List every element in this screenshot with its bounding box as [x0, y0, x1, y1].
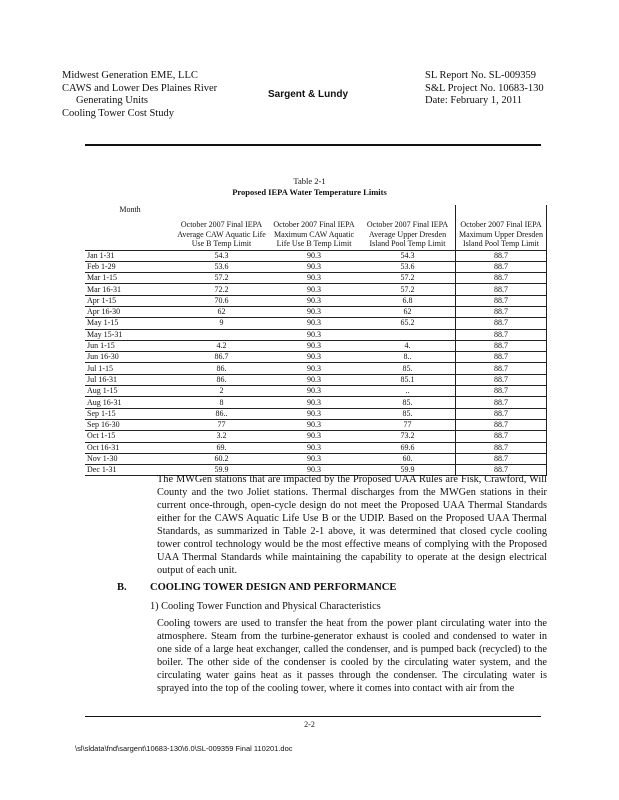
temp-cell: 86. [175, 363, 268, 374]
temp-cell: .. [360, 386, 456, 397]
temp-cell: 90.3 [268, 453, 360, 464]
temp-cell: 2 [175, 386, 268, 397]
temp-cell: 88.7 [456, 442, 547, 453]
temp-cell: 88.7 [456, 250, 547, 261]
temp-cell: 90.3 [268, 397, 360, 408]
month-cell: Feb 1-29 [85, 261, 175, 272]
temp-cell: 54.3 [175, 250, 268, 261]
table-row [85, 397, 547, 408]
section-title: COOLING TOWER DESIGN AND PERFORMANCE [150, 582, 397, 593]
page-number: 2-2 [304, 720, 315, 729]
month-cell: May 1-15 [85, 318, 175, 329]
temp-cell: 86.. [175, 408, 268, 419]
temp-cell: 77 [360, 419, 456, 430]
project-name-cont: Generating Units [76, 95, 149, 106]
temp-cell: 90.3 [268, 465, 360, 476]
table-row [85, 273, 547, 284]
temp-cell: 90.3 [268, 352, 360, 363]
temp-cell: 53.6 [175, 261, 268, 272]
month-cell: Jan 1-31 [85, 250, 175, 261]
header-right [425, 70, 544, 108]
temp-cell: 57.2 [175, 273, 268, 284]
temp-cell: 70.6 [175, 295, 268, 306]
temp-cell: 69. [175, 442, 268, 453]
temp-cell: 88.7 [456, 340, 547, 351]
table-row [85, 419, 547, 430]
temp-cell: 3.2 [175, 431, 268, 442]
report-date: Date: February 1, 2011 [425, 95, 523, 106]
temp-cell: 90.3 [268, 419, 360, 430]
temp-cell: 90.3 [268, 374, 360, 385]
temp-cell: 88.7 [456, 453, 547, 464]
header-left [62, 70, 217, 120]
temp-cell: 88.7 [456, 465, 547, 476]
month-cell: Apr 1-15 [85, 295, 175, 306]
month-cell: Jul 1-15 [85, 363, 175, 374]
temp-cell: 69.6 [360, 442, 456, 453]
temp-cell: 88.7 [456, 295, 547, 306]
project-name: CAWS and Lower Des Plaines River [62, 82, 218, 94]
temp-cell: 6.8 [360, 295, 456, 306]
temp-cell: 88.7 [456, 352, 547, 363]
table-row [85, 363, 547, 374]
month-cell: Jun 1-15 [85, 340, 175, 351]
temp-cell: 88.7 [456, 397, 547, 408]
temp-cell: 53.6 [360, 261, 456, 272]
paragraph-cooling-towers: Cooling towers are used to transfer the heat from the power plant circulating water into the atmosphere. Steam from the turbine-generator exhaust is cooled and condensed to water in one side of a large heat exchanger, called the condenser, and is pumped back (recycled) to the boiler. The other side of the condenser is cooled by the circulating water system, and the circulating water gains heat as it passes through the condenser. The circulating water is sprayed into the top of the cooling tower, where it comes into contact with air from the [157, 618, 547, 694]
month-cell: Apr 16-30 [85, 306, 175, 317]
table-row [85, 442, 547, 453]
temp-cell: 88.7 [456, 261, 547, 272]
temp-cell: 90.3 [268, 363, 360, 374]
company-name: Midwest Generation EME, LLC [62, 70, 198, 81]
project-number: S&L Project No. 10683-130 [425, 82, 544, 94]
temp-cell: 90.3 [268, 408, 360, 419]
temp-cell: 85. [360, 397, 456, 408]
section-letter: B. [117, 582, 127, 593]
table-row [85, 329, 547, 340]
temp-cell: 8 [175, 397, 268, 408]
temp-cell: 60.2 [175, 453, 268, 464]
temp-cell: 90.3 [268, 442, 360, 453]
table-row [85, 352, 547, 363]
month-cell: Mar 1-15 [85, 273, 175, 284]
table-row [85, 306, 547, 317]
temp-cell: 88.7 [456, 329, 547, 340]
temp-cell: 57.2 [360, 284, 456, 295]
temp-cell: 90.3 [268, 431, 360, 442]
temp-cell: 88.7 [456, 386, 547, 397]
temperature-limits-table [85, 205, 547, 476]
temp-cell: 8.. [360, 352, 456, 363]
temp-cell: 85. [360, 363, 456, 374]
temp-cell: 73.2 [360, 431, 456, 442]
month-cell: Sep 1-15 [85, 408, 175, 419]
table-row [85, 295, 547, 306]
month-cell: Mar 16-31 [85, 284, 175, 295]
temp-cell: 90.3 [268, 306, 360, 317]
column-header: October 2007 Final IEPA Average Upper Dresden Island Pool Temp Limit [360, 205, 456, 250]
temp-cell: 88.7 [456, 306, 547, 317]
file-path: \sl\sldata\fnd\sargent\10683-130\6.0\SL-009359 Final 110201.doc [75, 744, 293, 753]
month-cell: Oct 1-15 [85, 431, 175, 442]
month-cell: Jul 16-31 [85, 374, 175, 385]
table-title: Proposed IEPA Water Temperature Limits [232, 187, 387, 197]
month-cell: Dec 1-31 [85, 465, 175, 476]
temp-cell: 60. [360, 453, 456, 464]
month-cell: Jun 16-30 [85, 352, 175, 363]
temp-cell: 9 [175, 318, 268, 329]
temp-cell: 86.7 [175, 352, 268, 363]
temp-cell [360, 329, 456, 340]
column-header: October 2007 Final IEPA Maximum CAW Aquatic Life Use B Temp Limit [268, 205, 360, 250]
temp-cell: 90.3 [268, 261, 360, 272]
column-header: October 2007 Final IEPA Average CAW Aquatic Life Use B Temp Limit [175, 205, 268, 250]
temp-cell: 77 [175, 419, 268, 430]
temp-cell: 59.9 [360, 465, 456, 476]
table-row [85, 431, 547, 442]
temp-cell: 90.3 [268, 318, 360, 329]
paragraph-stations: The MWGen stations that are impacted by the Proposed UAA Rules are Fisk, Crawford, Will County and the two Joliet stations. Thermal discharges from the MWGen stations in their current once-through, open-cycle design do not meet the Proposed UAA Thermal Standards either for the CAWS Aquatic Life Use B or the UDIP. Based on the Proposed UAA Thermal Standards, as summarized in Table 2-1 above, it was determined that closed cycle cooling tower control technology would be the most effective means of complying with the Proposed UAA Thermal Standards while maintaining the capability to operate at the design electrical output of each unit. [157, 474, 547, 576]
temp-cell: 72.2 [175, 284, 268, 295]
month-cell: May 15-31 [85, 329, 175, 340]
temp-cell: 88.7 [456, 431, 547, 442]
footer-rule [85, 716, 541, 717]
temp-cell: 85. [360, 408, 456, 419]
month-cell: Oct 16-31 [85, 442, 175, 453]
temp-cell: 90.3 [268, 340, 360, 351]
temp-cell: 62 [175, 306, 268, 317]
subsection-heading: 1) Cooling Tower Function and Physical Characteristics [150, 601, 381, 612]
study-name: Cooling Tower Cost Study [62, 107, 174, 119]
temp-cell: 4. [360, 340, 456, 351]
column-header: Month [85, 205, 175, 250]
table-row [85, 386, 547, 397]
sargent-lundy-logo: Sargent & Lundy [268, 89, 349, 100]
temp-cell: 88.7 [456, 419, 547, 430]
temp-cell [175, 329, 268, 340]
column-header: October 2007 Final IEPA Maximum Upper Dresden Island Pool Temp Limit [456, 205, 547, 250]
table-row [85, 453, 547, 464]
temp-cell: 90.3 [268, 329, 360, 340]
month-cell: Sep 16-30 [85, 419, 175, 430]
temp-cell: 90.3 [268, 284, 360, 295]
table-row [85, 261, 547, 272]
temp-cell: 85.1 [360, 374, 456, 385]
temp-cell: 90.3 [268, 273, 360, 284]
month-cell: Aug 1-15 [85, 386, 175, 397]
temp-cell: 88.7 [456, 374, 547, 385]
temp-cell: 59.9 [175, 465, 268, 476]
table-row [85, 340, 547, 351]
temp-cell: 65.2 [360, 318, 456, 329]
table-row [85, 408, 547, 419]
table-row [85, 250, 547, 261]
temp-cell: 90.3 [268, 250, 360, 261]
month-cell: Nov 1-30 [85, 453, 175, 464]
table-row [85, 318, 547, 329]
temp-cell: 88.7 [456, 408, 547, 419]
temp-cell: 4.2 [175, 340, 268, 351]
temp-cell: 88.7 [456, 318, 547, 329]
report-number: SL Report No. SL-009359 [425, 70, 537, 81]
month-cell: Aug 16-31 [85, 397, 175, 408]
temp-cell: 88.7 [456, 284, 547, 295]
temp-cell: 86. [175, 374, 268, 385]
temp-cell: 57.2 [360, 273, 456, 284]
temp-cell: 90.3 [268, 386, 360, 397]
temp-cell: 54.3 [360, 250, 456, 261]
table-row [85, 374, 547, 385]
temp-cell: 88.7 [456, 273, 547, 284]
temp-cell: 88.7 [456, 363, 547, 374]
header-rule [85, 144, 541, 146]
table-row [85, 284, 547, 295]
table-number: Table 2-1 [293, 176, 326, 186]
temp-cell: 90.3 [268, 295, 360, 306]
temp-cell: 62 [360, 306, 456, 317]
